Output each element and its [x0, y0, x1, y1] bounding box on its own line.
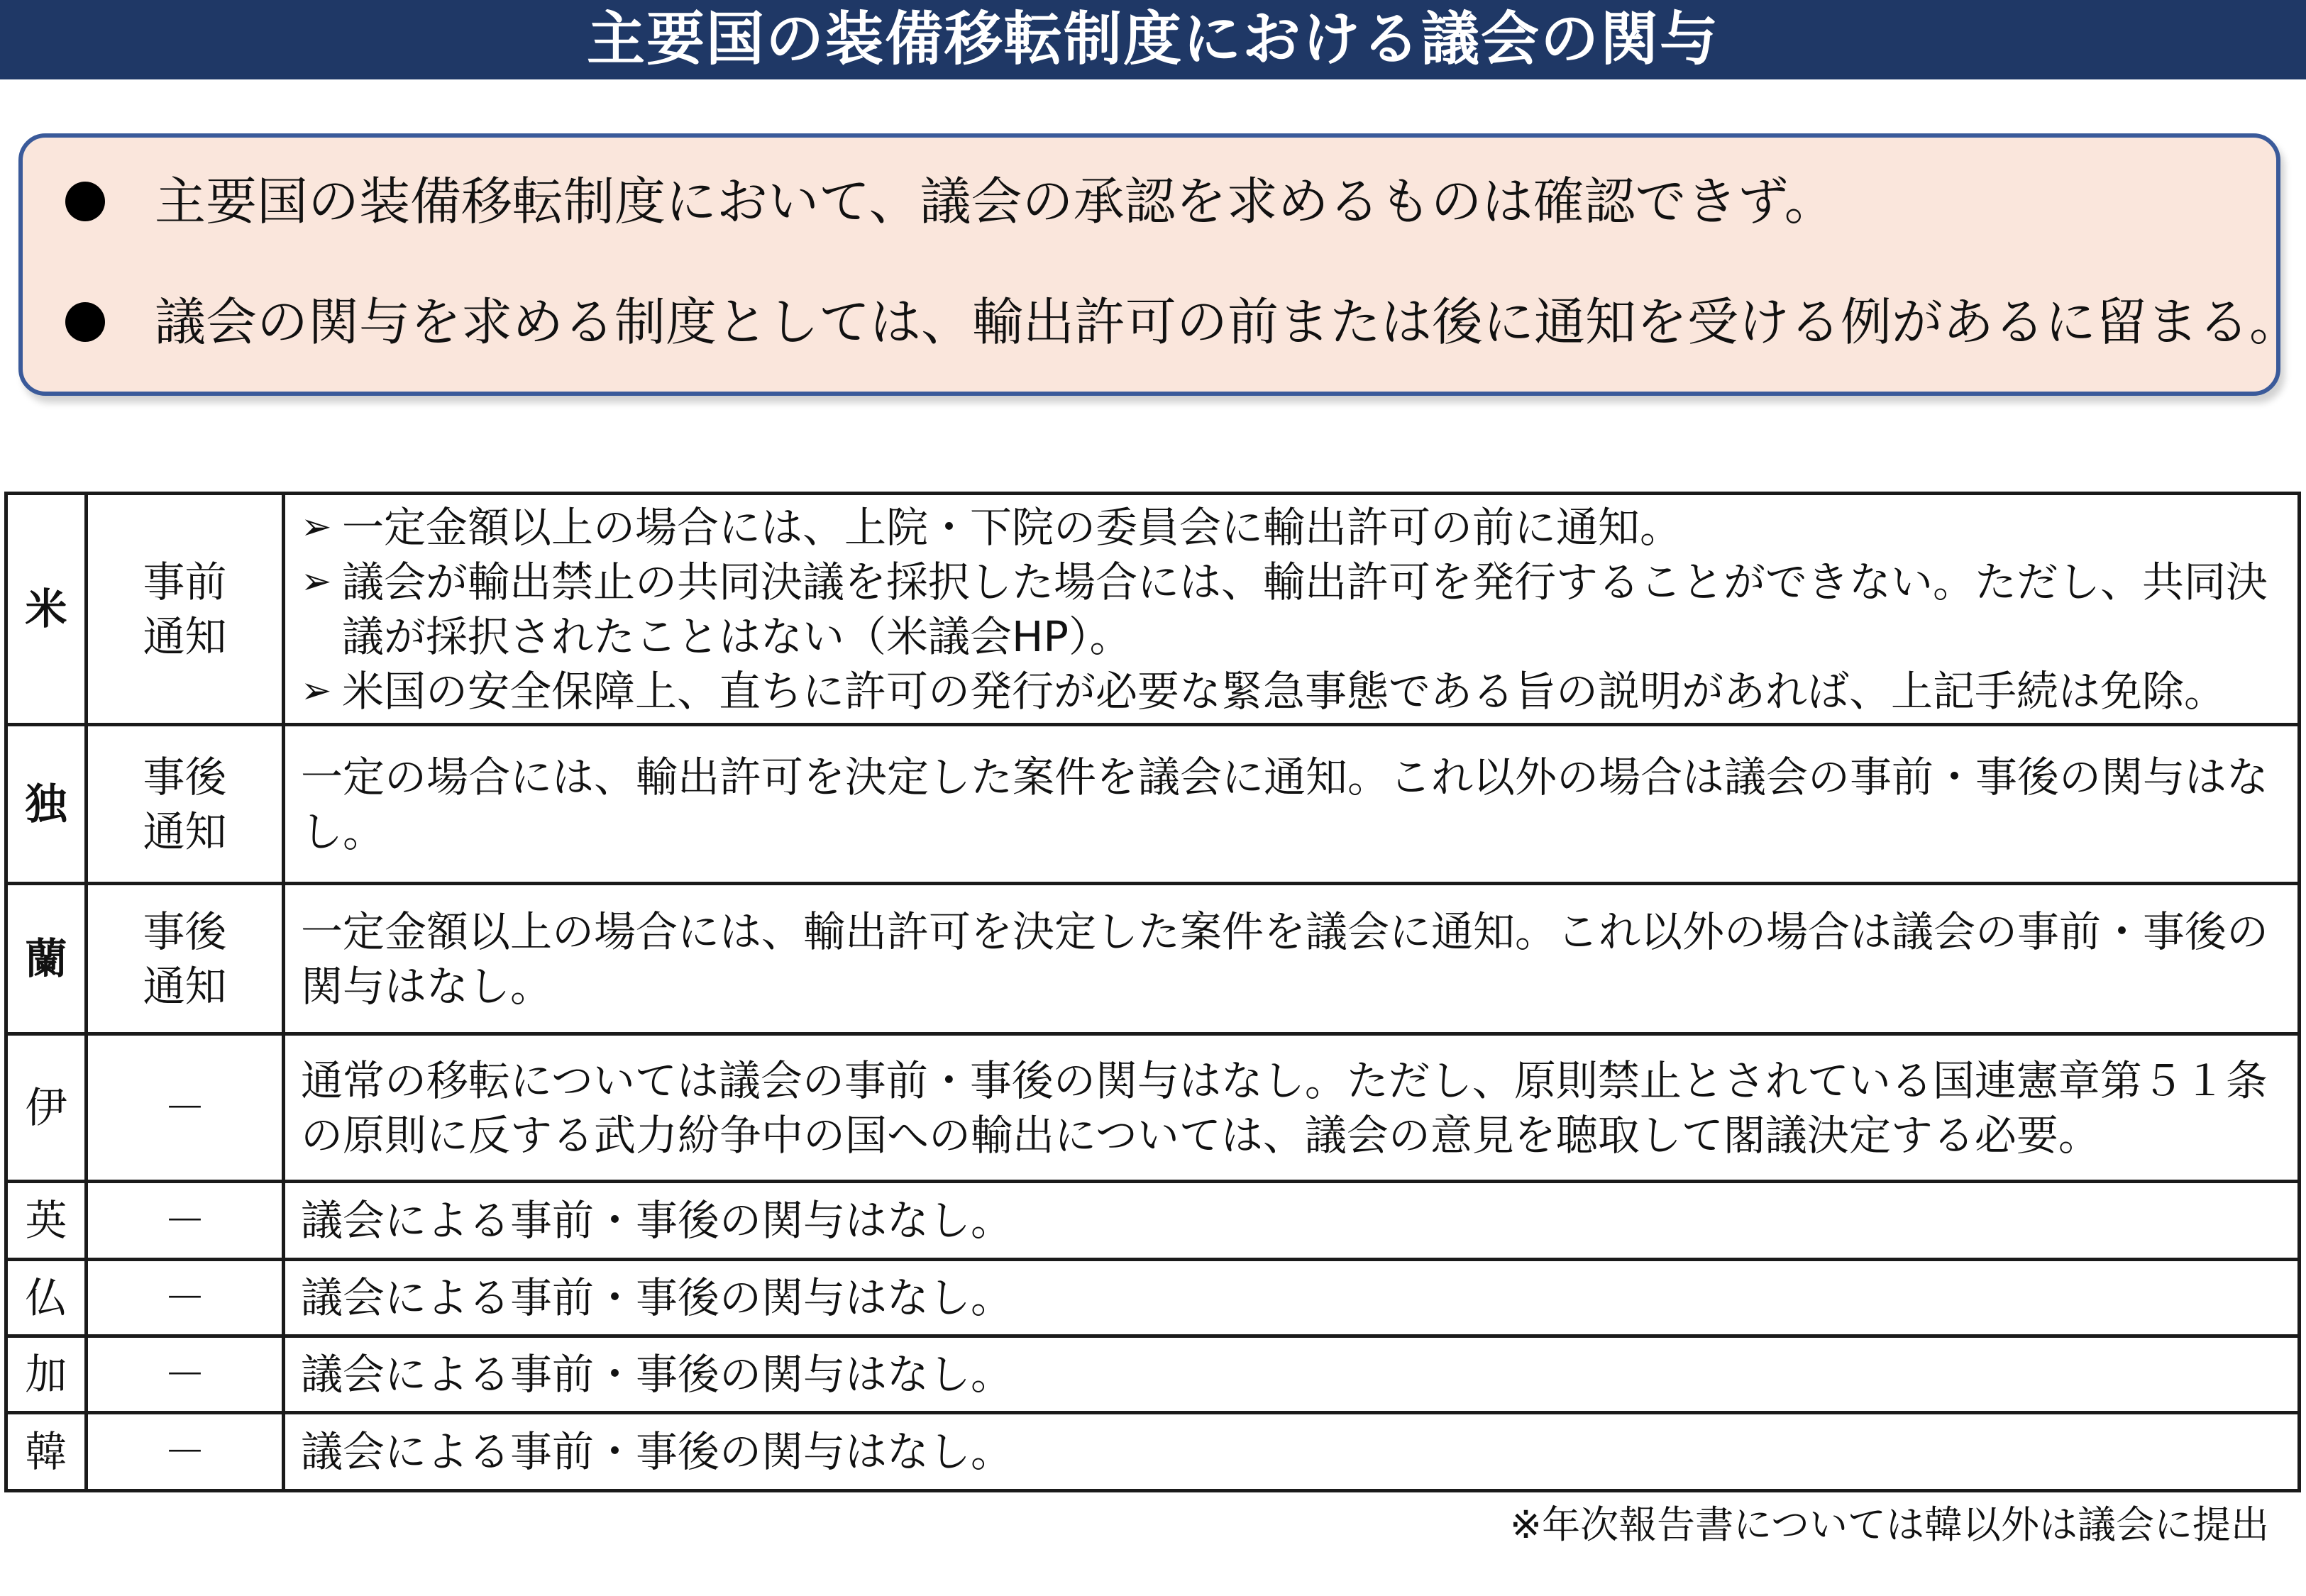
notification-type-cell: [87, 725, 284, 884]
notification-type-cell: －: [87, 1413, 284, 1491]
bullet-icon: [65, 302, 105, 342]
summary-text: 主要国の装備移転制度において、議会の承認を求めるものは確認できず。: [155, 172, 1836, 231]
country-cell: 英: [6, 1182, 87, 1260]
arrow-icon: ➢: [301, 505, 332, 548]
country-cell: 韓: [6, 1413, 87, 1491]
summary-box: [18, 133, 2301, 396]
table-row-germany: [6, 725, 2300, 884]
notification-type-label: 事前 通知: [143, 557, 227, 661]
table-row-italy: [6, 1034, 2300, 1182]
summary-item: [65, 290, 2300, 354]
country-cell: 加: [6, 1336, 87, 1413]
country-cell: 蘭: [6, 884, 87, 1034]
description-point: [301, 664, 2280, 719]
notification-type-label: 事後 通知: [143, 907, 227, 1011]
notification-type-label: 事後 通知: [143, 752, 227, 856]
summary-text: 議会の関与を求める制度としては、輸出許可の前または後に通知を受ける例があるに留まる。: [155, 292, 2301, 352]
description-point-text: 米国の安全保障上、直ちに許可の発行が必要な緊急事態である旨の説明があれば、上記手続は免除。: [342, 666, 2227, 716]
description-cell: 一定金額以上の場合には、輸出許可を決定した案件を議会に通知。これ以外の場合は議会の事前・事後の関与はなし。: [284, 884, 2300, 1034]
summary-item: [65, 170, 1836, 233]
country-cell: 独: [6, 725, 87, 884]
table-row-canada: [6, 1336, 2300, 1413]
description-cell: [284, 494, 2300, 725]
arrow-icon: ➢: [301, 560, 332, 603]
notification-type-cell: －: [87, 1336, 284, 1413]
bullet-icon: [65, 182, 105, 221]
notification-type-cell: －: [87, 1034, 284, 1182]
table-row-netherlands: [6, 884, 2300, 1034]
description-cell: 議会による事前・事後の関与はなし。: [284, 1413, 2300, 1491]
description-point-text: 一定金額以上の場合には、上院・下院の委員会に輸出許可の前に通知。: [342, 502, 1682, 552]
table-row-france: [6, 1260, 2300, 1336]
description-point-text: 議会が輸出禁止の共同決議を採択した場合には、輸出許可を発行することができない。ただし、共同決議が採択されたことはない（米議会HP）。: [342, 557, 2268, 661]
country-cell: 米: [6, 494, 87, 725]
description-cell: 通常の移転については議会の事前・事後の関与はなし。ただし、原則禁止とされている国連憲章第５１条の原則に反する武力紛争中の国への輸出については、議会の意見を聴取して閣議決定する必要。: [284, 1034, 2300, 1182]
notification-type-cell: －: [87, 1182, 284, 1260]
table-row-us: [6, 494, 2300, 725]
description-cell: 一定の場合には、輸出許可を決定した案件を議会に通知。これ以外の場合は議会の事前・事後の関与はなし。: [284, 725, 2300, 884]
description-point: [301, 555, 2280, 664]
notification-type-cell: －: [87, 1260, 284, 1336]
description-cell: 議会による事前・事後の関与はなし。: [284, 1260, 2300, 1336]
arrow-icon: ➢: [301, 669, 332, 712]
description-cell: 議会による事前・事後の関与はなし。: [284, 1336, 2300, 1413]
notification-type-cell: [87, 494, 284, 725]
notification-type-cell: [87, 884, 284, 1034]
page-title: 主要国の装備移転制度における議会の関与: [0, 0, 2306, 79]
country-cell: 仏: [6, 1260, 87, 1336]
table-row-uk: [6, 1182, 2300, 1260]
footnote: ※年次報告書については韓以外は議会に提出: [1509, 1502, 2269, 1547]
description-point: [301, 500, 2280, 555]
description-cell: 議会による事前・事後の関与はなし。: [284, 1182, 2300, 1260]
table-row-korea: [6, 1413, 2300, 1491]
country-policy-table: [4, 492, 2301, 1492]
country-cell: 伊: [6, 1034, 87, 1182]
